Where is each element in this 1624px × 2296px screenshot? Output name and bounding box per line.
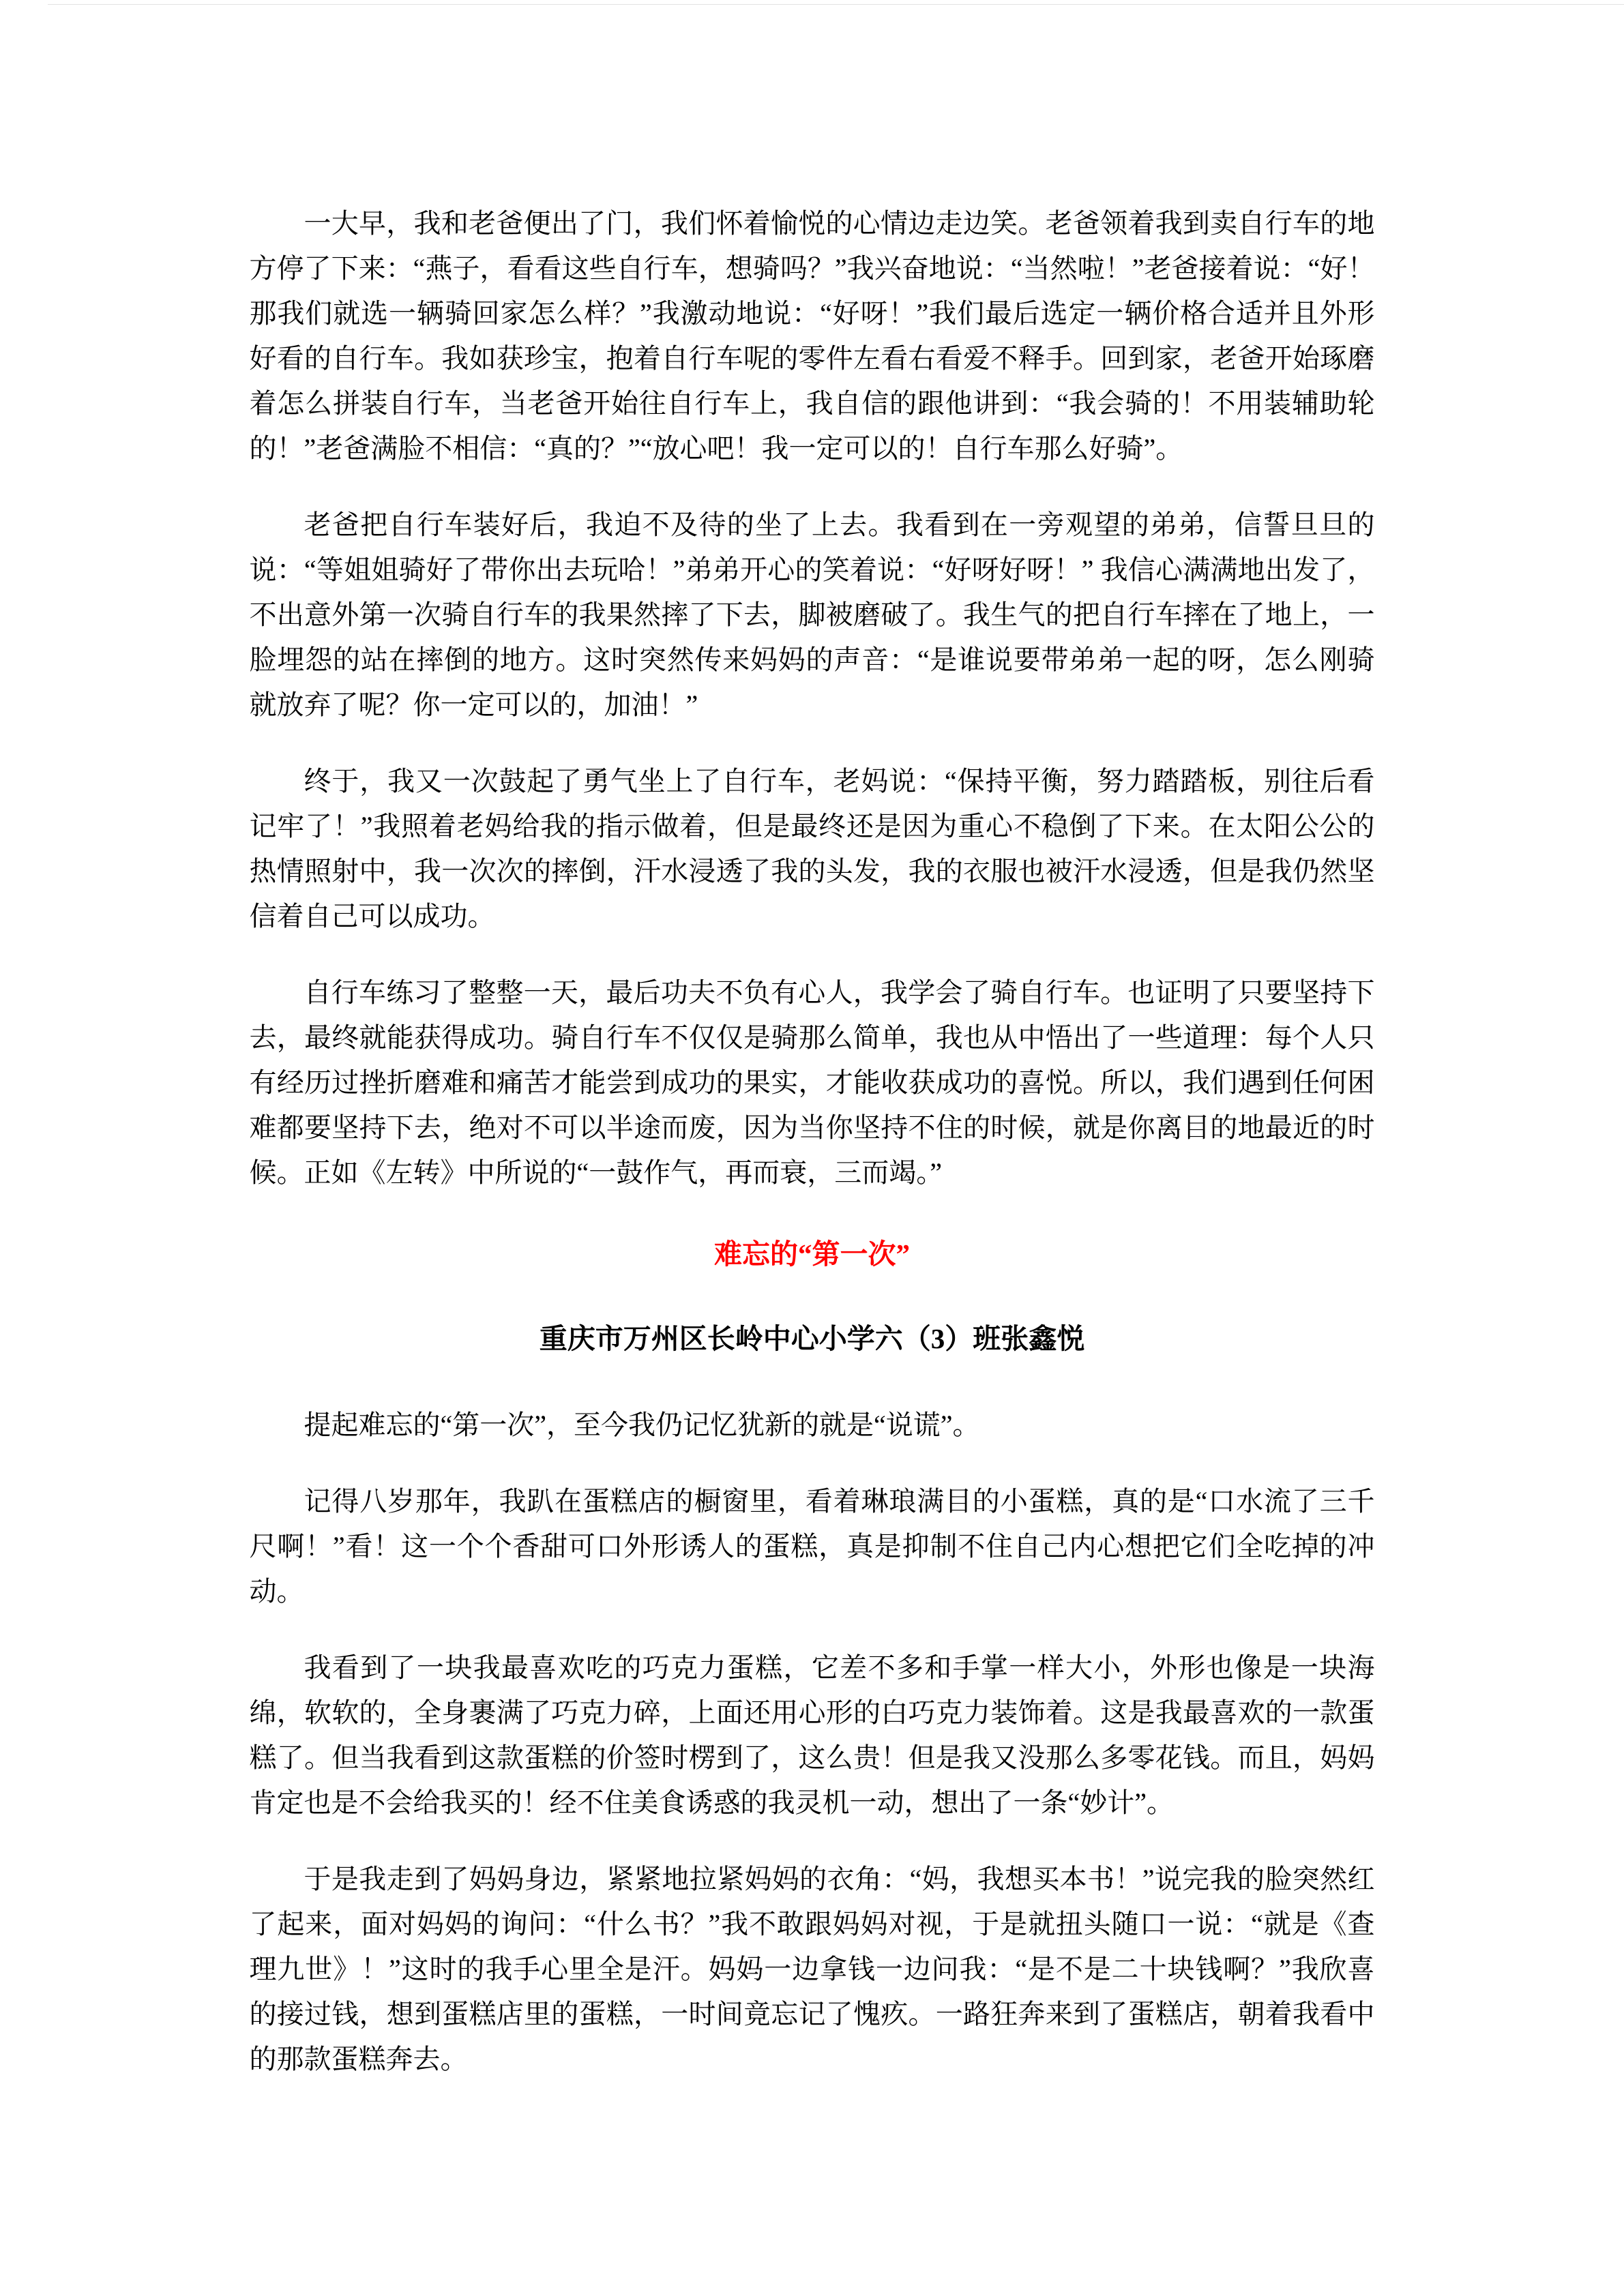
paragraph: 自行车练习了整整一天，最后功夫不负有心人，我学会了骑自行车。也证明了只要坚持下去，最终就能获得成功。骑自行车不仅仅是骑那么简单，我也从中悟出了一些道理：每个人只有经历过挫折磨难和痛苦才能尝到成功的果实，才能收获成功的喜悦。所以，我们遇到任何困难都要坚持下去，绝对不可以半途而废，因为当你坚持不住的时候，就是你离目的地最近的时候。正如《左转》中所说的“一鼓作气，再而衰，三而竭。” [249,977,1375,1188]
essay-byline: 重庆市万州区长岭中心小学六（3）班张鑫悦 [539,1323,1085,1354]
paragraph: 我看到了一块我最喜欢吃的巧克力蛋糕，它差不多和手掌一样大小，外形也像是一块海绵，软软的，全身裹满了巧克力碎，上面还用心形的白巧克力装饰着。这是我最喜欢的一款蛋糕了。但当我看到这款蛋糕的价签时楞到了，这么贵！但是我又没那么多零花钱。而且，妈妈肯定也是不会给我买的！经不住美食诱惑的我灵机一动，想出了一条“妙计”。 [249,1652,1375,1818]
paragraph: 一大早，我和老爸便出了门，我们怀着愉悦的心情边走边笑。老爸领着我到卖自行车的地方停了下来：“燕子，看看这些自行车，想骑吗？”我兴奋地说：“当然啦！”老爸接着说：“好！那我们就选一辆骑回家怎么样？”我激动地说：“好呀！”我们最后选定一辆价格合适并且外形好看的自行车。我如获珍宝，抱着自行车呢的零件左看右看爱不释手。回到家，老爸开始琢磨着怎么拼装自行车，当老爸开始往自行车上，我自信的跟他讲到：“我会骑的！不用装辅助轮的！”老爸满脸不相信：“真的？”“放心吧！我一定可以的！自行车那么好骑”。 [249,208,1375,464]
paragraph: 记得八岁那年，我趴在蛋糕店的橱窗里，看着琳琅满目的小蛋糕，真的是“口水流了三千尺啊！”看！这一个个香甜可口外形诱人的蛋糕，真是抑制不住自己内心想把它们全吃掉的冲动。 [249,1486,1375,1607]
essay-content [250,0,1375,2250]
essay-title: 难忘的“第一次” [714,1238,910,1270]
paragraph: 于是我走到了妈妈身边，紧紧地拉紧妈妈的衣角：“妈，我想买本书！”说完我的脸突然红了起来，面对妈妈的询问：“什么书？”我不敢跟妈妈对视，于是就扭头随口一说：“就是《查理九世》！”这时的我手心里全是汗。妈妈一边拿钱一边问我：“是不是二十块钱啊？”我欣喜的接过钱，想到蛋糕店里的蛋糕，一时间竟忘记了愧疚。一路狂奔来到了蛋糕店，朝着我看中的那款蛋糕奔去。 [249,1864,1375,2074]
paragraph: 老爸把自行车装好后，我迫不及待的坐了上去。我看到在一旁观望的弟弟，信誓旦旦的说：“等姐姐骑好了带你出去玩哈！”弟弟开心的笑着说：“好呀好呀！” 我信心满满地出发了，不出意外第一次骑自行车的我果然摔了下去，脚被磨破了。我生气的把自行车摔在了地上，一脸埋怨的站在摔倒的地方。这时突然传来妈妈的声音：“是谁说要带弟弟一起的呀，怎么刚骑就放弃了呢？你一定可以的，加油！” [249,509,1375,720]
paragraph: 提起难忘的“第一次”，至今我仍记忆犹新的就是“说谎”。 [304,1410,980,1440]
paragraph: 终于，我又一次鼓起了勇气坐上了自行车，老妈说：“保持平衡，努力踏踏板，别往后看记牢了！”我照着老妈给我的指示做着，但是最终还是因为重心不稳倒了下来。在太阳公公的热情照射中，我一次次的摔倒，汗水浸透了我的头发，我的衣服也被汗水浸透，但是我仍然坚信着自己可以成功。 [249,766,1375,931]
page-edge-line [48,4,1624,5]
